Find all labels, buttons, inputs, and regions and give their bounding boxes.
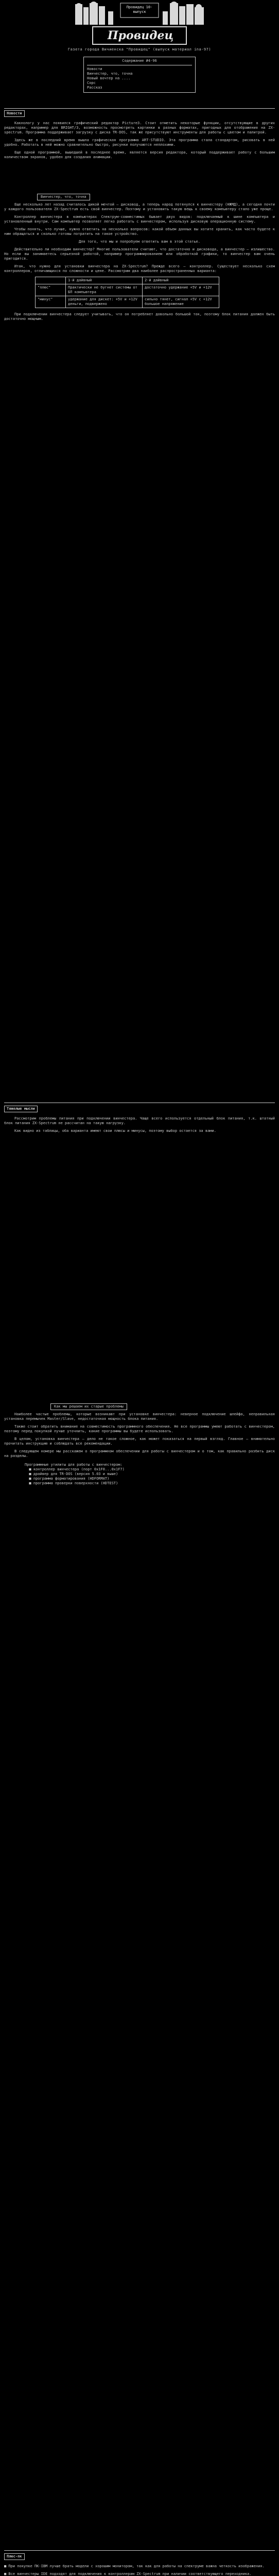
table-header: 2-й дайвный — [143, 277, 219, 284]
paragraph: Контроллер винчестера в компьютерах Спектрум-совместимых бывает двух видов: подключаемый к шине компьютера и установленный внутри. Сам компьютер позволяет легко работать с винчестером, используя дисковую операционную систему. — [4, 215, 275, 224]
table-row — [36, 296, 219, 308]
paragraph: Действительно ли необходим винчестер? Многие пользователи считают, что достаточно и дисковода, а винчестер – излишество. Но если вы занимаетесь серьезной работой, например программированием или обработкой графики, то винчестер вам очень пригодится. — [4, 247, 275, 261]
toc-item[interactable]: Сорс — [87, 81, 96, 85]
section-label-pc: Плюс-пк — [4, 2553, 25, 2560]
table-header: 1-й дайвный — [66, 277, 143, 284]
paragraph: Как видно из таблицы, оба варианта имеют свои плюсы и минусы, поэтому выбор остается за вами. — [14, 1129, 216, 1133]
table-row — [36, 284, 219, 296]
paragraph: Еще одной программой, вышедшей в последнее время, является версия редактора, который поддерживает работу с большим количеством экранов, удобен для создания анимации. — [4, 150, 275, 159]
toc-item[interactable]: Новый вочтер на .... — [87, 76, 131, 80]
paragraph: Здесь же в последний время вышла графическая программа ART-STUDIO. Эта программа стала стандартом, рисовать в ней удобно. Работать в ней можно сравнительно быстро, рисунки получаются неплохими. — [4, 138, 275, 147]
paragraph: В целом, установка винчестера – дело не такое сложное, как может показаться на первый взгляд. Главное – внимательно прочитать инструкцию и соблюдать все рекомендации. — [4, 1437, 275, 1446]
paragraph: Также стоит обратить внимание на совместимость программного обеспечения. Не все программы умеют работать с винчестером, поэтому перед покупкой лучше уточнить, какие программы вы будете использовать. — [4, 1425, 275, 1433]
table-cell: Практически не бугнет системы от БП компьютера — [66, 284, 143, 296]
toc-item[interactable]: Новости — [87, 67, 102, 71]
code-block: Программные утилиты для работы с винчестером: ■ контроллер винчестера (порт 0x1F0...0x1F7) ■ драйвер для TR-DOS (версия 5.03 и выше) ■ программа форматирования (HDFORMAT) ■ программа проверки поверхности (HDTEST) — [25, 1463, 125, 1485]
paragraph: При подключении винчестера следует учитывать, что он потребляет довольно большой ток, поэтому блок питания должен быть достаточно мощным. — [4, 312, 275, 321]
paragraph: Итак, что нужно для установки винчестера на ZX-Spectrum? Прежде всего – контроллер. Существует несколько схем контроллеров, отличающихся по сложности и цене. Рассмотрим два наиболее распространенных варианта: — [4, 264, 275, 273]
logo-note: Провидец 10-выпуск — [126, 5, 153, 14]
section-label-news: Новости — [4, 110, 25, 117]
paragraph: Рассмотрим проблемы питания при подключении винчестера. Чаще всего используется отдельный блок питания, т.к. штатный блок питания ZX-Spectrum не рассчитан на такую нагрузку. — [4, 1116, 275, 1125]
table-header — [36, 277, 66, 284]
paragraph: Наиболее частые проблемы, которые возникают при установке винчестера: неверное подключение шлейфа, неправильная установка перемычек Master/Slave, недостаточная мощность блока питания. — [4, 1412, 275, 1421]
paragraph: В следующем номере мы расскажем о программном обеспечении для работы с винчестером и о том, как правильно разбить диск на разделы. — [4, 1449, 275, 1458]
paragraph: Еще несколько лет назад считалось дикой мечтой – дисковод, а теперь народ потянулся к винчестеру (НЖМД), а сегодня почти у каждого пользователя ZX-Spectrum есть свой винчестер. Поэтому и установить такую вещь к своему компьютеру стало уже проще. — [4, 202, 275, 211]
drive-heading: Винчестер, что, точна — [37, 194, 90, 200]
problems-section — [4, 1401, 275, 1486]
toc-item[interactable]: Рассказ — [87, 86, 102, 90]
table-of-contents — [83, 57, 196, 93]
toc-item[interactable]: Винчестер, что, точна — [87, 72, 133, 76]
table-cell: удержание для дискет: +5V и +12V деньги, подвержено — [66, 296, 143, 308]
drive-section — [4, 192, 275, 325]
section-label-hardware: Тяжелые мысли — [4, 1106, 38, 1112]
news-section — [4, 110, 275, 163]
list-item: ■ При покупке ПК-IBM лучше брать модели с хорошим монитором, так как для работы на спектруме важна четкость изображения. — [4, 2564, 265, 2568]
divider — [4, 2550, 275, 2551]
paper-subtitle: Газета города Вичиенска "Провидец" (выпуск материал ina-97) — [67, 47, 212, 52]
paragraph: Чтобы понять, что лучше, нужно ответить на несколько вопросов: какой объем данных вы хотите хранить, как часто будете к ним обращаться и сколько готовы потратить на такое устройство. — [4, 227, 275, 236]
table-cell: достаточно удержание +5V и +12V — [143, 284, 219, 296]
hardware-section — [4, 1106, 275, 1137]
comparison-table — [35, 277, 219, 308]
problems-heading: Как мы решаем их старые проблемы — [50, 1403, 127, 1410]
paragraph: Какнологу у нас появился графический редактор Picture3. Стоит отметить некоторые функции, отсутствующие в других редакторах, например для BRIGHT/3, возможность просмотреть картинки в разных форматах, пригодных для отображения на ZX-spectrum. Программа поддерживает загрузку с диска TR-DOS, так же присутствуют инструменты для работы с цветом и палитрой. — [4, 121, 275, 134]
table-header-row — [36, 277, 219, 284]
paragraph: Для того, что мы и попробуем ответить вам в этой статье. — [78, 240, 200, 244]
table-cell: "минус" — [36, 296, 66, 308]
list-item: ■ Все винчестеры IDE подходят для подключения к контроллерам ZX-Spectrum при наличии соответствующего переходника. — [4, 2572, 252, 2576]
logo-title: Провидец — [107, 29, 174, 42]
table-cell: "плюс" — [36, 284, 66, 296]
pc-section — [4, 2553, 275, 2576]
table-cell: сильно тянет, сигнал +5V с +12V большое напряжение — [143, 296, 219, 308]
divider — [4, 108, 275, 109]
toc-title: Содержание #4-96 — [122, 59, 157, 63]
